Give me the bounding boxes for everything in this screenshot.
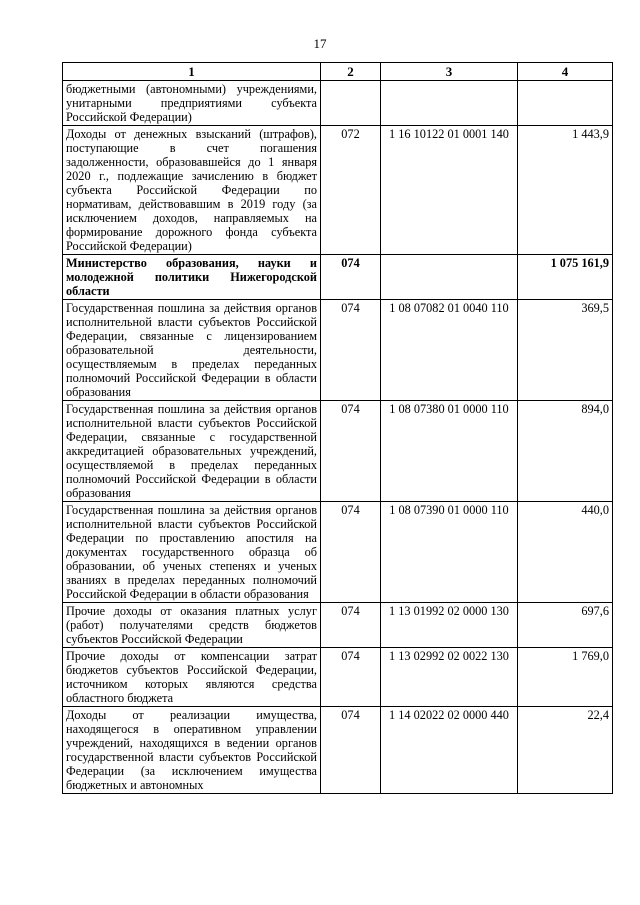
row-amount: 440,0 [518,502,613,603]
row-budget-code: 1 08 07380 01 0000 110 [381,401,518,502]
table-row [63,401,613,502]
row-budget-code: 1 16 10122 01 0001 140 [381,126,518,255]
table-row [63,300,613,401]
row-admin-code: 074 [321,401,381,502]
row-admin-code: 074 [321,603,381,648]
row-description: Государственная пошлина за действия органов исполнительной власти субъектов Российской Федерации, связанные с государственной аккредитацией образовательных учреждений, осуществляемой в пределах переданных полномочий Российской Федерации в области образования [63,401,321,502]
header-col-4: 4 [518,63,613,81]
row-description: Прочие доходы от оказания платных услуг (работ) получателями средств бюджетов субъектов Российской Федерации [63,603,321,648]
table-row [63,648,613,707]
table-row [63,603,613,648]
row-budget-code [381,255,518,300]
row-admin-code: 074 [321,502,381,603]
row-amount: 369,5 [518,300,613,401]
header-col-1: 1 [63,63,321,81]
row-budget-code: 1 08 07390 01 0000 110 [381,502,518,603]
row-description: Прочие доходы от компенсации затрат бюджетов субъектов Российской Федерации, источником которых являются средства областного бюджета [63,648,321,707]
row-description: Государственная пошлина за действия органов исполнительной власти субъектов Российской Федерации по проставлению апостиля на документах государственного образца об образовании, об ученых степенях и ученых званиях в пределах переданных полномочий Российской Федерации в области образования [63,502,321,603]
row-admin-code: 074 [321,648,381,707]
row-description: Государственная пошлина за действия органов исполнительной власти субъектов Российской Федерации, связанные с лицензированием образовательной деятельности, осуществляемым в пределах переданных полномочий Российской Федерации в области образования [63,300,321,401]
row-amount: 1 443,9 [518,126,613,255]
table-header-row [63,63,613,81]
table-row [63,126,613,255]
row-description: Министерство образования, науки и молодежной политики Нижегородской области [63,255,321,300]
row-budget-code: 1 14 02022 02 0000 440 [381,707,518,794]
row-admin-code: 072 [321,126,381,255]
header-col-3: 3 [381,63,518,81]
table-row-section-heading [63,255,613,300]
header-col-2: 2 [321,63,381,81]
row-description: Доходы от денежных взысканий (штрафов), поступающие в счет погашения задолженности, образовавшейся до 1 января 2020 г., подлежащие зачислению в бюджет субъекта Российской Федерации по нормативам, действовавшим в 2019 году (за исключением доходов, направляемых на формирование дорожного фонда субъекта Российской Федерации) [63,126,321,255]
row-admin-code [321,81,381,126]
row-description: Доходы от реализации имущества, находящегося в оперативном управлении учреждений, находящихся в ведении органов государственной власти субъектов Российской Федерации (за исключением имущества бюджетных и автономных [63,707,321,794]
row-budget-code: 1 13 01992 02 0000 130 [381,603,518,648]
row-admin-code: 074 [321,255,381,300]
table-row [63,707,613,794]
row-budget-code: 1 13 02992 02 0022 130 [381,648,518,707]
page-number: 17 [313,36,327,51]
row-description: бюджетными (автономными) учреждениями, унитарными предприятиями субъекта Российской Федерации) [63,81,321,126]
row-budget-code [381,81,518,126]
row-admin-code: 074 [321,707,381,794]
table-row [63,81,613,126]
revenue-table [62,62,613,794]
table-row [63,502,613,603]
row-amount: 1 075 161,9 [518,255,613,300]
row-amount: 1 769,0 [518,648,613,707]
row-amount: 697,6 [518,603,613,648]
row-budget-code: 1 08 07082 01 0040 110 [381,300,518,401]
row-amount [518,81,613,126]
row-amount: 22,4 [518,707,613,794]
row-amount: 894,0 [518,401,613,502]
row-admin-code: 074 [321,300,381,401]
